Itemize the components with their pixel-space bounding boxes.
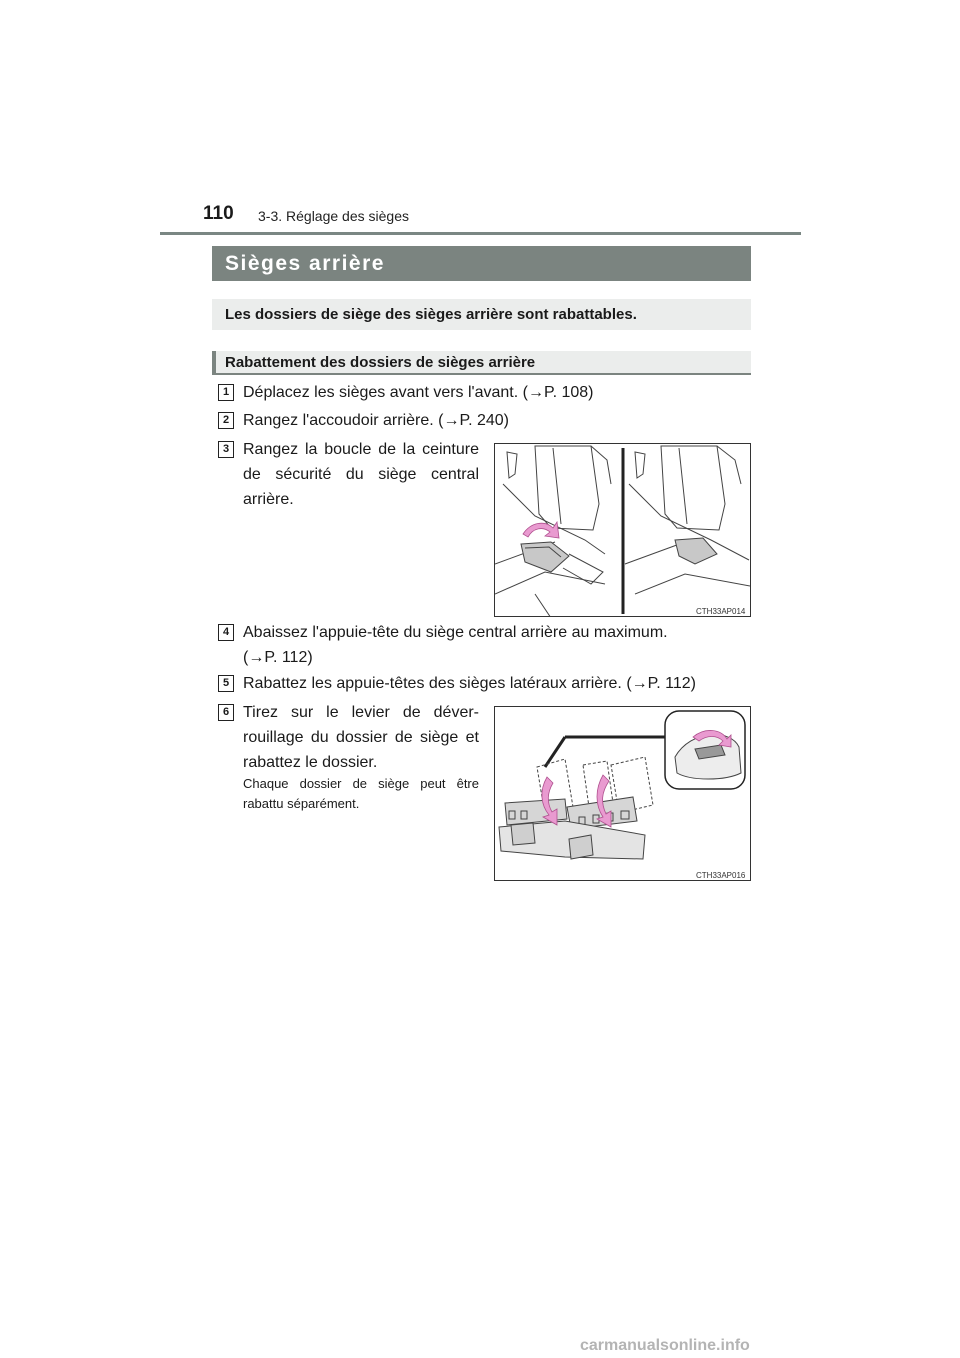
step-5-number: 5	[218, 675, 234, 692]
step-6-line-2: rouillage du dossier de siège et	[243, 729, 479, 746]
section-label: 3-3. Réglage des sièges	[258, 208, 409, 224]
seatback-fold-illustration	[495, 707, 751, 881]
page-title: Sièges arrière	[212, 246, 751, 281]
subheading: Rabattement des dossiers de sièges arrière	[212, 351, 751, 375]
step-4-text	[243, 620, 668, 670]
step-5-text: Rabattez les appuie-têtes des sièges latéraux arrière. (→P. 112)	[243, 675, 696, 692]
step-6-note	[243, 774, 479, 814]
figure-code-2: CTH33AP016	[696, 871, 746, 880]
step-6-line-3: rabattez le dossier.	[243, 754, 378, 771]
step-6-note-line-2: rabattu séparément.	[243, 796, 360, 811]
buckle-stow-illustration	[495, 444, 751, 617]
step-4-line-2: (→P. 112)	[243, 649, 313, 666]
step-1-text: Déplacez les sièges avant vers l'avant. (→P. 108)	[243, 384, 594, 401]
step-6-number: 6	[218, 704, 234, 721]
step-4-number: 4	[218, 624, 234, 641]
step-3-number: 3	[218, 441, 234, 458]
step-3-line-3: arrière.	[243, 491, 294, 508]
seatback-fold-figure	[494, 706, 751, 881]
step-3-text	[243, 437, 479, 512]
step-2-text: Rangez l'accoudoir arrière. (→P. 240)	[243, 412, 509, 429]
step-3-line-1: Rangez la boucle de la ceinture	[243, 441, 479, 458]
step-1-number: 1	[218, 384, 234, 401]
figure-code-1: CTH33AP014	[696, 607, 746, 616]
watermark: carmanualsonline.info	[580, 1337, 750, 1354]
header-rule	[160, 232, 801, 235]
step-6-text	[243, 700, 479, 775]
step-4-line-1: Abaissez l'appuie-tête du siège central arrière au maximum.	[243, 624, 668, 641]
step-6-line-1: Tirez sur le levier de déver-	[243, 704, 479, 721]
page-number: 110	[203, 203, 234, 224]
step-2-number: 2	[218, 412, 234, 429]
step-3-line-2: de sécurité du siège central	[243, 466, 479, 483]
intro-text: Les dossiers de siège des sièges arrière sont rabattables.	[212, 299, 751, 330]
buckle-stow-figure	[494, 443, 751, 617]
step-6-note-line-1: Chaque dossier de siège peut être	[243, 776, 479, 791]
